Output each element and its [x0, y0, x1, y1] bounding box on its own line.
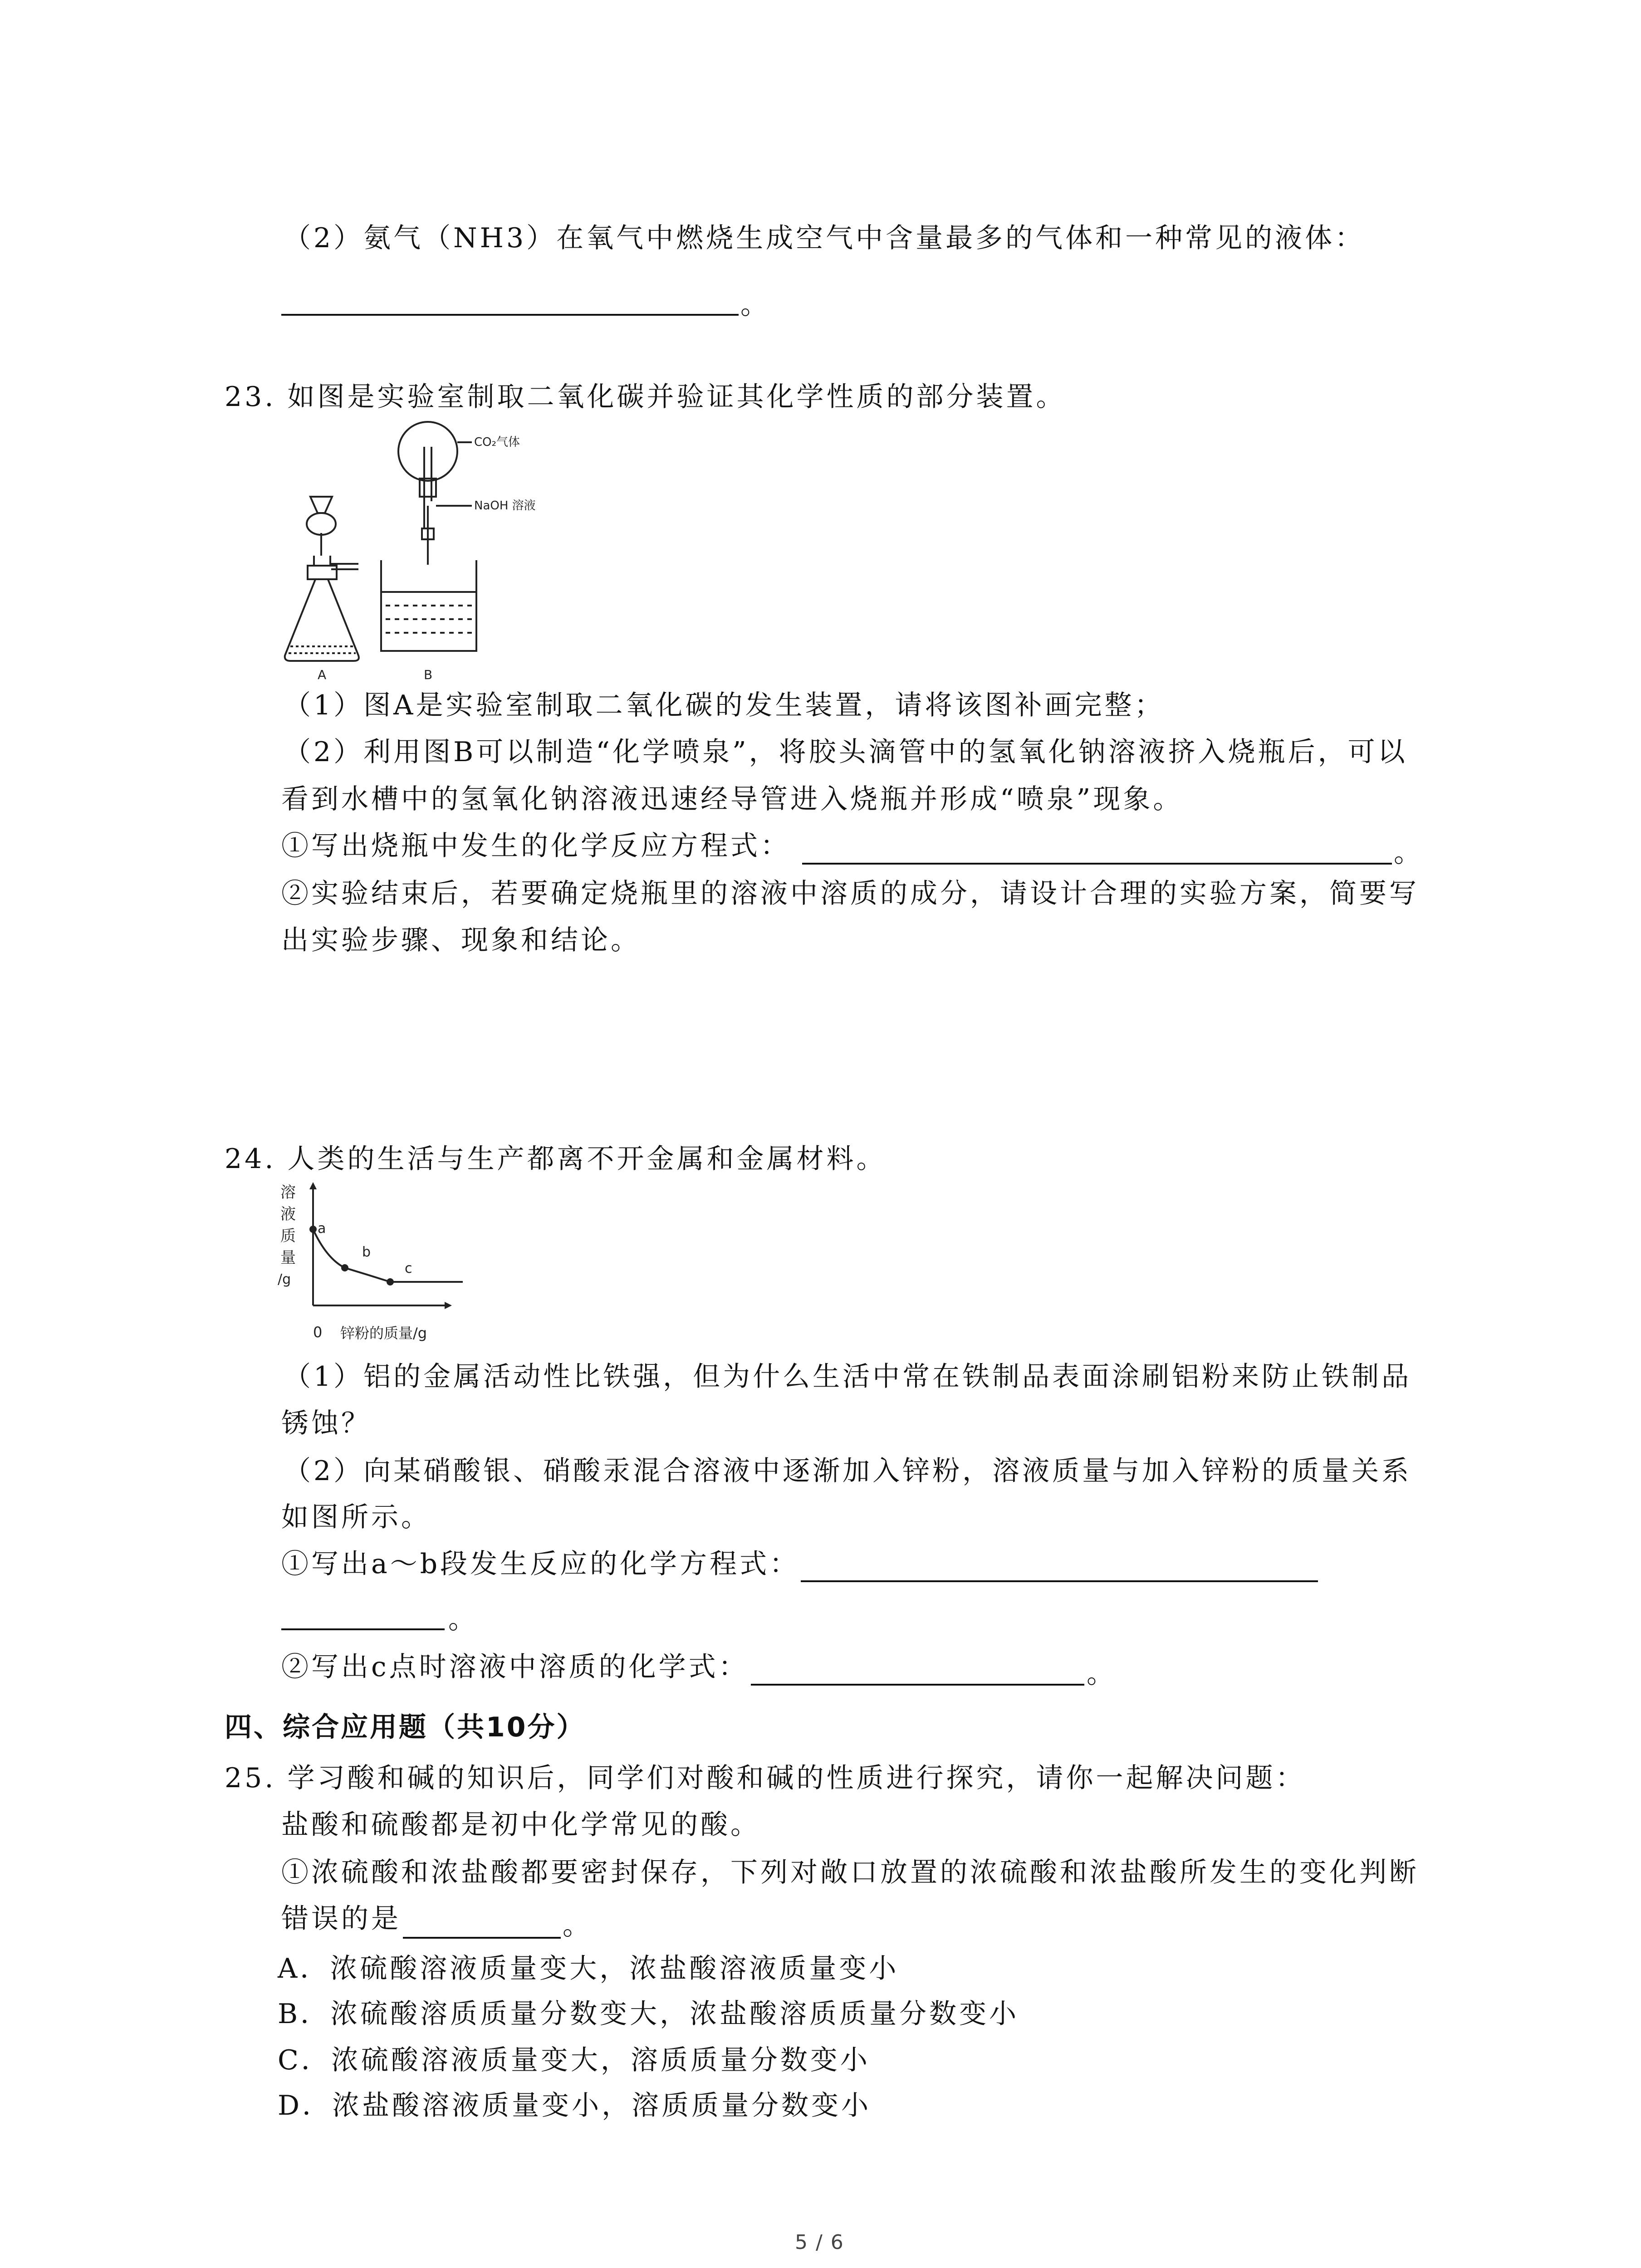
answer-blank [802, 863, 1392, 865]
punctuation: 。 [1087, 1658, 1117, 1690]
apparatus-b [381, 422, 476, 651]
q24-stem: 24. 人类的生活与生产都离不开金属和金属材料。 [225, 1143, 887, 1175]
q23-part1: （1）图A是实验室制取二氧化碳的发生装置，请将该图补画完整； [284, 689, 1165, 721]
label-a: a [318, 1221, 326, 1237]
punctuation: 。 [1394, 837, 1424, 869]
q25-sub1-line2: 错误的是 [281, 1903, 401, 1935]
q24-sub1: ①写出a～b段发生反应的化学方程式： [281, 1548, 800, 1580]
origin-label: 0 [313, 1324, 323, 1341]
q25-option-b: B．浓硫酸溶质质量分数变大，浓盐酸溶质质量分数变小 [278, 1998, 1019, 2030]
point-b [341, 1264, 348, 1271]
curve [313, 1229, 463, 1282]
label-co2: CO₂气体 [474, 435, 520, 449]
q25-option-d: D．浓盐酸溶液质量变小，溶质质量分数变小 [278, 2090, 872, 2121]
q25-stem: 25. 学习酸和碱的知识后，同学们对酸和碱的性质进行探究，请你一起解决问题： [225, 1762, 1306, 1794]
punctuation: 。 [448, 1603, 478, 1635]
y-label-3: 质 [280, 1227, 296, 1245]
answer-blank [751, 1684, 1084, 1686]
q23-apparatus-figure [272, 420, 590, 685]
point-a [309, 1226, 317, 1233]
answer-blank [281, 1628, 445, 1630]
punctuation: 。 [740, 289, 770, 321]
label-c: c [405, 1261, 412, 1276]
q24-solution-mass-chart [272, 1179, 490, 1352]
q23-sub1: ①写出烧瓶中发生的化学反应方程式： [281, 830, 790, 862]
label-naoh: NaOH 溶液 [474, 499, 536, 513]
y-label-unit: /g [278, 1271, 291, 1287]
q22-part2: （2）氨气（NH3）在氧气中燃烧生成空气中含量最多的气体和一种常见的液体： [284, 222, 1365, 254]
label-b: B [424, 667, 433, 682]
q23-sub2-line2: 出实验步骤、现象和结论。 [281, 924, 641, 956]
q25-intro: 盐酸和硫酸都是初中化学常见的酸。 [281, 1809, 760, 1841]
answer-blank [403, 1937, 561, 1939]
q24-sub2: ②写出c点时溶液中溶质的化学式： [281, 1651, 749, 1683]
punctuation: 。 [563, 1910, 593, 1941]
x-axis-label: 锌粉的质量/g [340, 1325, 427, 1342]
q23-part2-line2: 看到水槽中的氢氧化钠溶液迅速经导管进入烧瓶并形成“喷泉”现象。 [281, 783, 1183, 815]
q24-part2-line2: 如图所示。 [281, 1501, 431, 1533]
apparatus-a [285, 497, 359, 661]
y-label-1: 溶 [280, 1183, 296, 1202]
page-number: 5 / 6 [795, 2231, 844, 2254]
q24-part2-line1: （2）向某硝酸银、硝酸汞混合溶液中逐渐加入锌粉，溶液质量与加入锌粉的质量关系 [284, 1455, 1412, 1487]
q25-sub1-line1: ①浓硫酸和浓盐酸都要密封保存，下列对敞口放置的浓硫酸和浓盐酸所发生的变化判断 [281, 1857, 1419, 1888]
y-label-2: 液 [280, 1205, 296, 1223]
q24-part1-line1: （1）铝的金属活动性比铁强，但为什么生活中常在铁制品表面涂刷铝粉来防止铁制品 [284, 1361, 1412, 1393]
section-heading: 四、综合应用题（共10分） [225, 1711, 586, 1743]
label-a: A [318, 667, 327, 682]
point-c [387, 1278, 394, 1286]
q25-option-a: A．浓硫酸溶液质量变大，浓盐酸溶液质量变小 [278, 1953, 899, 1984]
q24-part1-line2: 锈蚀？ [281, 1408, 371, 1439]
answer-blank [281, 314, 739, 316]
answer-blank [801, 1580, 1318, 1582]
q23-sub2-line1: ②实验结束后，若要确定烧瓶里的溶液中溶质的成分，请设计合理的实验方案，简要写 [281, 878, 1419, 909]
q25-option-c: C．浓硫酸溶液质量变大，溶质质量分数变小 [278, 2044, 870, 2076]
label-b: b [362, 1244, 371, 1260]
q23-stem: 23. 如图是实验室制取二氧化碳并验证其化学性质的部分装置。 [225, 381, 1066, 413]
q23-part2-line1: （2）利用图B可以制造“化学喷泉”，将胶头滴管中的氢氧化钠溶液挤入烧瓶后，可以 [284, 736, 1408, 768]
y-label-4: 量 [280, 1249, 296, 1267]
